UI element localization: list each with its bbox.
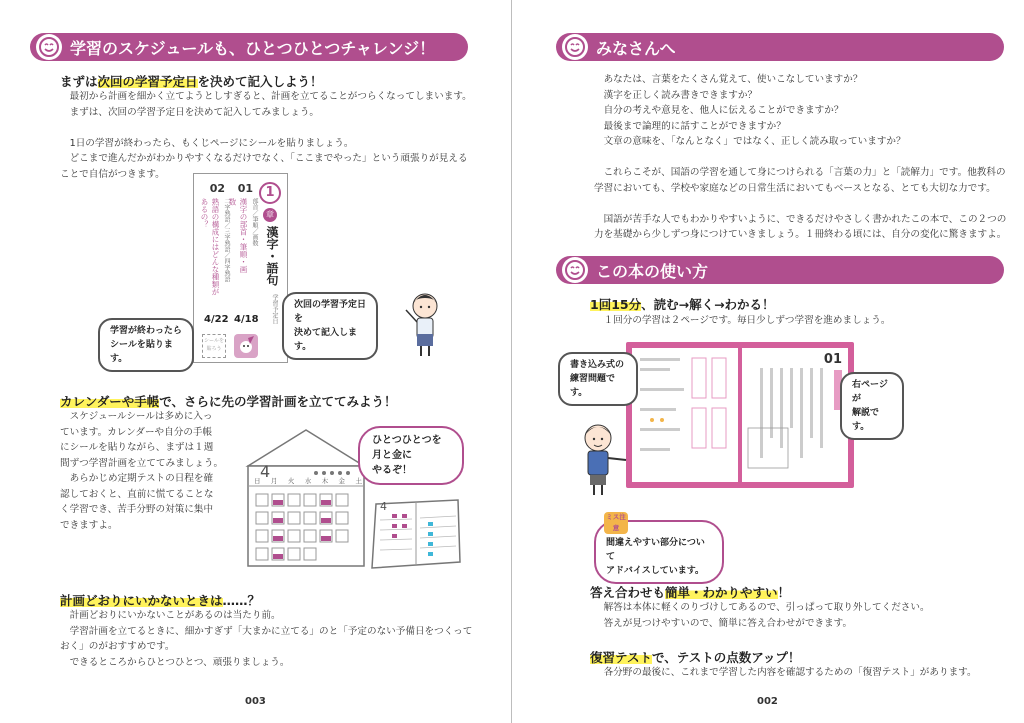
heading-calendar: カレンダーや手帳で、さらに先の学習計画を立ててみよう！ (60, 394, 397, 409)
calendar-illustration (244, 428, 368, 568)
body-answers: 解答は本体に軽くのりづけしてあるので、引っぱって取り外してください。 答えが見つけやすいので、簡単に答え合わせができます。 (594, 602, 930, 629)
toc-item-1-title: 漢字の部首・筆順・画数 (228, 198, 248, 273)
body-calendar: スケジュールシールは多めに入っ ています。カレンダーや自分の手帳 にシールを貼りながら、まずは１週 間ずつ学習計画を立ててみましょう。 あらかじめ定期テストの日程を確 認しておくと、直前に慌てることな く学習でき、苦手分野の対策に集中 できますよ。 (60, 411, 224, 531)
page-number-right: 002 (757, 696, 778, 707)
body-next-study-day: 最初から計画を細かく立てようとしすぎると、計画を立てることがつらくなってしまいます。 まずは、次回の学習予定日を決めて記入してみましょう。 1日の学習が終わったら、もくじページにシールを貼りましょう。 どこまで進んだかがわかりやすくなるだけでなく、「ここまでやった」という頑張りが見える ことで自信がつきます。 (60, 91, 472, 180)
calendar-month: 4 (260, 462, 271, 481)
heading-15-minutes: 1回15分、読む→解く→わかる！ (590, 297, 775, 312)
section-banner-how-to-use (556, 256, 1004, 284)
toc-item-1-number: 01 (237, 182, 253, 195)
sticker-icon (234, 334, 258, 358)
bubble-paste-sticker: 学習が終わったら シールを貼ります。 (98, 318, 194, 372)
intro-text: あなたは、言葉をたくさん覚えて、使いこなしていますか？ 漢字を正しく読み書きできますか？ 自分の考えや意見を、他人に伝えることができますか？ 最後まで論理的に話すことができますか？ 文章の意味を、「なんとなく」ではなく、正しく読み取っていますか？ これらこそが、国語の学習を通して身につけられる「言葉の力」と「読解力」です。他教科の 学習においても、学校や家庭などの日常生活においてもベースとなる、とても大切な力です。 国語が苦手な人でもわかりやすいように、できるだけやさしく書かれたこの本で、この２つの 力を基礎から少しずつ身につけていきましょう。１冊終わる頃には、自分の変化に驚きますよ。 (594, 74, 1007, 240)
toc-item-2-number: 02 (209, 182, 225, 195)
spread-right-page (742, 348, 848, 482)
body-not-as-planned: 計画どおりにいかないことがあるのは当たり前。 学習計画を立てるときに、細かすぎず「大まかに立てる」のと「予定のない予備日をつくって おく」のがおすすめです。 できるところからひとつひとつ、頑張りましょう。 (60, 610, 473, 668)
heading-answers: 答え合わせも簡単・わかりやすい！ (590, 585, 791, 600)
toc-date-2: 4/22 (204, 314, 229, 325)
toc-illustration (193, 173, 288, 363)
banner-title: 学習のスケジュールも、ひとつひとつチャレンジ！ (70, 38, 436, 58)
toc-item-1-sub: 部首／筆順／画数 (251, 198, 258, 246)
banner-title: この本の使い方 (596, 261, 709, 281)
toc-column-label: 学習予定日 (271, 294, 278, 324)
bubble-record-date: 次回の学習予定日を 決めて記入します。 (282, 292, 378, 360)
banner-title: みなさんへ (596, 38, 676, 58)
mistake-badge: ミス注意 (604, 512, 628, 534)
bubble-plan-days: ひとつひとつを 月と金に やるぞ！ (358, 426, 464, 485)
smiley-icon (36, 34, 62, 60)
right-page (512, 0, 1024, 723)
sticker-placeholder: シールを貼ろう (202, 334, 226, 358)
bubble-practice-problems: 書き込み式の 練習問題です。 (558, 352, 638, 406)
body-review-test: 各分野の最後に、これまで学習した内容を確認するための「復習テスト」があります。 (594, 667, 977, 678)
book-spread-illustration (626, 342, 854, 488)
heading-review-test: 復習テストで、テストの点数アップ！ (590, 650, 801, 665)
toc-item-2-sub: 二字熟語／三字熟語／四字熟語 (223, 198, 230, 282)
spread-unit-number: 01 (823, 352, 842, 367)
heading-next-study-day: まずは次回の学習予定日を決めて記入しよう！ (60, 74, 323, 89)
toc-date-1: 4/18 (234, 314, 259, 325)
heading-not-as-planned: 計画どおりにいかないときは……？ (60, 593, 261, 608)
notebook-illustration (362, 498, 464, 570)
calendar-weekdays: 日 月 火 水 木 金 土 (254, 477, 362, 485)
chapter-title: 漢字・語句 (265, 226, 279, 286)
bubble-explanation: 右ページが 解説です。 (840, 372, 904, 440)
page-number-left: 003 (245, 696, 266, 707)
spread-left-page (632, 348, 738, 482)
section-banner-to-everyone (556, 33, 1004, 61)
toc-item-2-title: 熟語の構成にはどんな種類があるの？ (200, 198, 220, 296)
section-banner-schedule (30, 33, 468, 61)
smiley-icon (562, 257, 588, 283)
boy-illustration (572, 420, 628, 496)
girl-illustration (400, 288, 450, 358)
body-15-minutes: １回分の学習は２ページです。毎日少しずつ学習を進めましょう。 (594, 315, 891, 326)
bubble-mistake-advice: ミス注意 間違えやすい部分について アドバイスしています。 (594, 520, 724, 584)
notebook-month: 4 (380, 500, 387, 513)
chapter-label: 章 (263, 208, 277, 222)
chapter-badge: 1 (259, 182, 281, 204)
smiley-icon (562, 34, 588, 60)
